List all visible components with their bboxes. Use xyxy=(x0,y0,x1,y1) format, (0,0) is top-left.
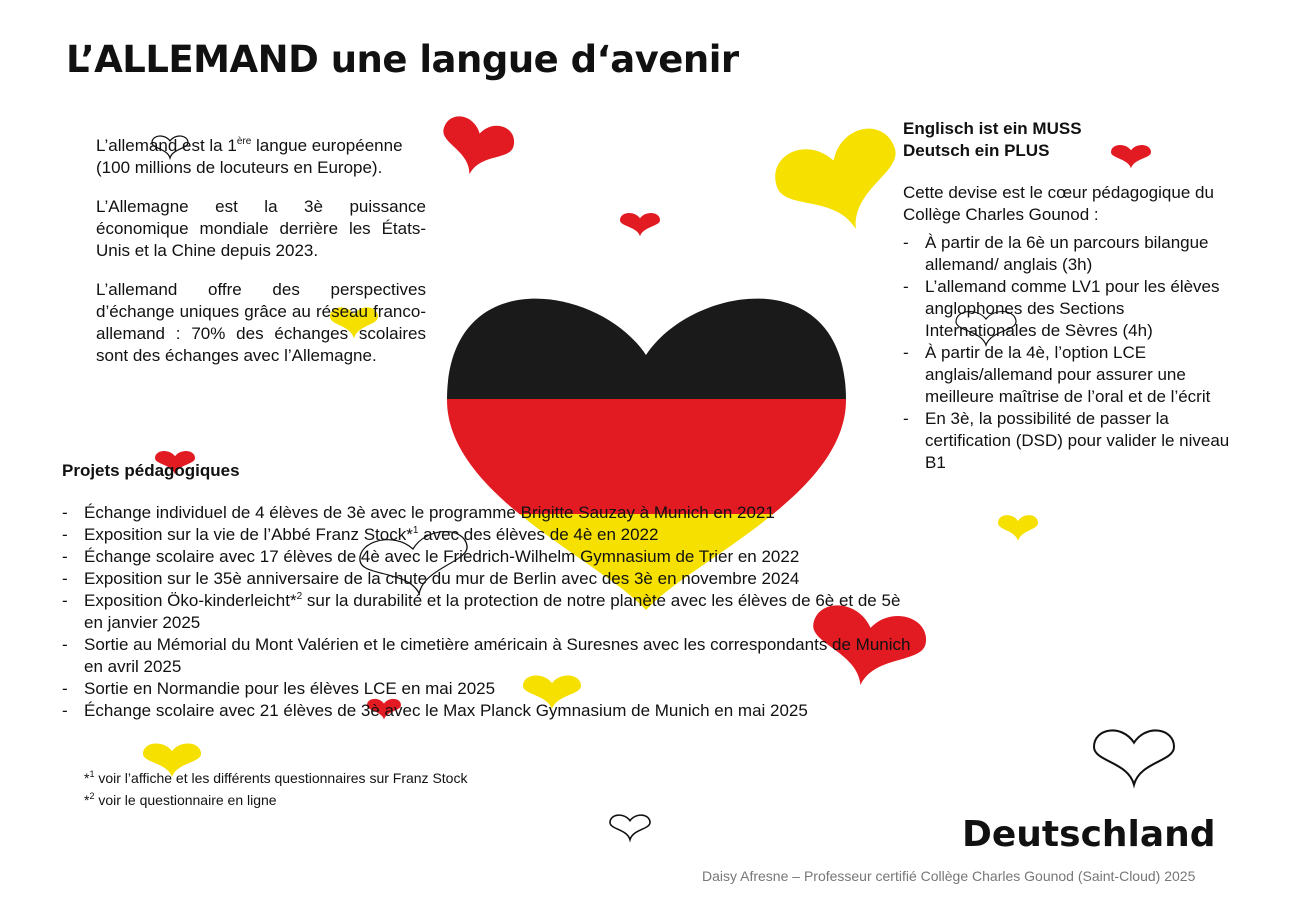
intro-paragraph-economy: L’Allemagne est la 3è puissance économique mondiale derrière les États-Unis et la Chine depuis 2023. xyxy=(96,197,426,260)
list-item: - Sortie au Mémorial du Mont Valérien et le cimetière américain à Suresnes avec les correspondants de Munich en avril 2025 xyxy=(62,634,922,678)
footnote-2: *$^2$ voir le questionnaire en ligne xyxy=(84,791,277,808)
list-item: - Exposition sur le 35è anniversaire de la chute du mur de Berlin avec des 3è en novembre 2024 xyxy=(62,568,922,590)
list-item: - À partir de la 4è, l’option LCE anglais/allemand pour assurer une meilleure maîtrise de l’oral et de l’écrit xyxy=(903,342,1233,408)
list-item: - Sortie en Normandie pour les élèves LCE en mai 2025 xyxy=(62,678,922,700)
list-item: - Échange scolaire avec 21 élèves de 3è avec le Max Planck Gymnasium de Munich en mai 2025 xyxy=(62,700,922,722)
footnote-1: *$^1$ voir l’affiche et les différents questionnaires sur Franz Stock xyxy=(84,769,468,786)
red-heart-icon xyxy=(435,113,518,183)
outline-heart-icon xyxy=(1094,730,1174,784)
list-item: - À partir de la 6è un parcours bilangue allemand/ anglais (3h) xyxy=(903,232,1233,276)
school-motto-section xyxy=(903,118,1233,474)
list-item: - Échange scolaire avec 17 élèves de 4è avec le Friedrich-Wilhelm Gymnasium de Trier en 2022 xyxy=(62,546,922,568)
intro-section xyxy=(96,135,426,384)
motto-lead: Cette devise est le cœur pédagogique du Collège Charles Gounod : xyxy=(903,183,1214,224)
list-item: - Échange individuel de 4 élèves de 3è avec le programme Brigitte Sauzay à Munich en 2021 xyxy=(62,502,922,524)
list-item: - Exposition sur la vie de l’Abbé Franz Stock*$^1$ avec des élèves de 4è en 2022 xyxy=(62,524,922,546)
list-item: - Exposition Öko-kinderleicht*$^2$ sur la durabilité et la protection de notre planète avec les élèves de 6è et de 5è en janvier 2025 xyxy=(62,590,922,634)
yellow-heart-icon xyxy=(768,121,915,248)
projects-heading: Projets pédagogiques xyxy=(62,461,240,480)
intro-paragraph-exchange: L’allemand offre des perspectives d’échange uniques grâce au réseau franco-allemand : 70% des échanges scolaires sont des échanges avec l’Allemagne. xyxy=(96,280,426,365)
author-credit: Daisy Afresne – Professeur certifié Collège Charles Gounod (Saint-Cloud) 2025 xyxy=(702,868,1196,884)
intro-paragraph-language: L’allemand est la 1ère langue européenne (100 millions de locuteurs en Europe). xyxy=(96,136,403,177)
red-heart-icon xyxy=(620,213,660,236)
list-item: - En 3è, la possibilité de passer la certification (DSD) pour valider le niveau B1 xyxy=(903,408,1233,474)
projects-section xyxy=(62,460,922,722)
curriculum-list xyxy=(903,232,1233,474)
footnotes xyxy=(84,767,467,811)
motto: Englisch ist ein MUSS Deutsch ein PLUS xyxy=(903,119,1082,160)
yellow-heart-icon xyxy=(998,515,1038,541)
deutschland-label: Deutschland xyxy=(962,814,1216,855)
outline-heart-icon xyxy=(610,815,650,840)
list-item: - L’allemand comme LV1 pour les élèves anglophones des Sections Internationales de Sèvres (4h) xyxy=(903,276,1233,342)
poster-title: L’ALLEMAND une langue d‘avenir xyxy=(66,38,739,81)
projects-list xyxy=(62,502,922,722)
